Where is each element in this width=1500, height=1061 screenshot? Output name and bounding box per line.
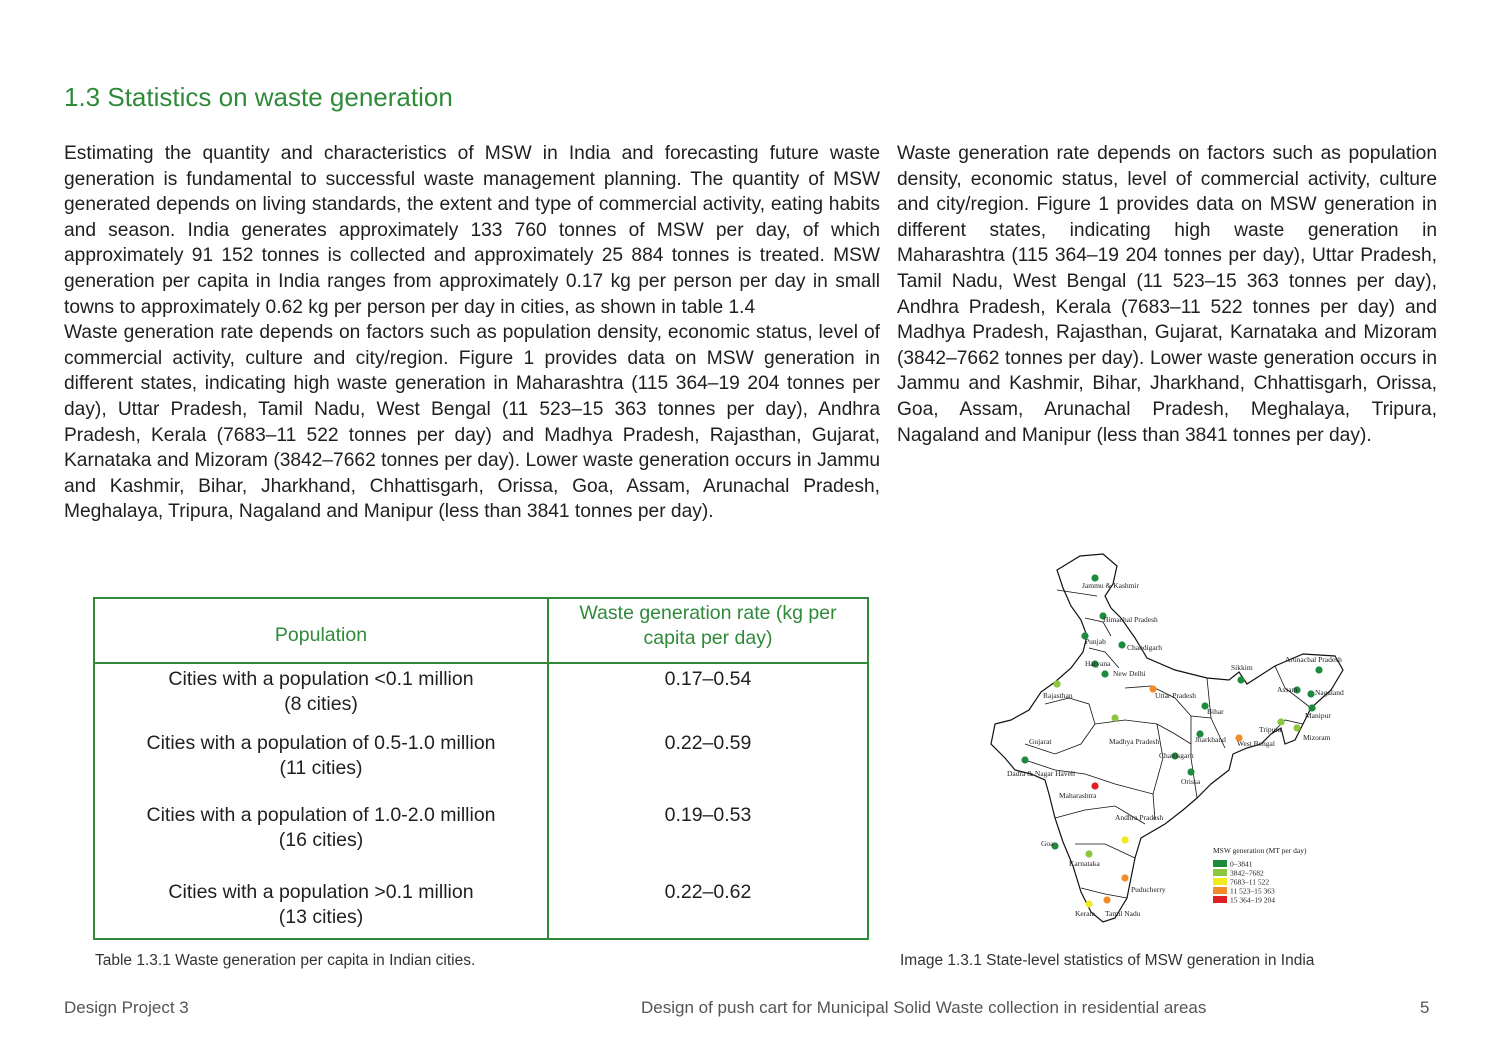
right-column	[897, 141, 1437, 448]
population-cell: Cities with a population of 1.0-2.0 million	[146, 804, 496, 826]
state-marker	[1085, 900, 1092, 907]
state-marker	[1053, 680, 1060, 687]
city-count-cell: (16 cities)	[278, 829, 364, 851]
state-label: Rajasthan	[1043, 691, 1073, 700]
state-label: Uttar Pradesh	[1155, 691, 1197, 700]
state-label: Dadra & Nagar Haveli	[1007, 769, 1076, 778]
state-label: Puducherry	[1131, 885, 1166, 894]
state-marker	[1187, 768, 1194, 775]
table-header-population: Population	[274, 624, 368, 646]
table-caption: Table 1.3.1 Waste generation per capita in Indian cities.	[95, 952, 476, 969]
state-label: Haryana	[1085, 659, 1111, 668]
legend-label: 15 364–19 204	[1230, 895, 1275, 905]
state-label: Arunachal Pradesh	[1285, 655, 1342, 664]
table-header-divider	[95, 662, 867, 664]
state-label: Assam	[1277, 685, 1298, 694]
legend-swatch	[1213, 887, 1227, 894]
rate-cell: 0.22–0.62	[664, 881, 752, 903]
state-marker	[1315, 666, 1322, 673]
state-marker	[1307, 690, 1314, 697]
state-label: Orissa	[1181, 777, 1201, 786]
rate-cell: 0.17–0.54	[664, 668, 752, 690]
state-label: Tripura	[1259, 725, 1282, 734]
table-header-rate: Waste generation rate (kg per capita per day)	[579, 602, 837, 649]
india-msw-map	[985, 548, 1355, 933]
state-marker	[1121, 836, 1128, 843]
right-paragraph: Waste generation rate depends on factors such as population density, economic status, level of commercial activity, culture and city/region. Figure 1 provides data on MSW generation in different states, indicating high waste generation in Maharashtra (115 364–19 204 tonnes per day), Uttar Pradesh, Tamil Nadu, West Bengal (11 523–15 363 tonnes per day), Andhra Pradesh, Kerala (7683–11 522 tonnes per day) and Madhya Pradesh, Rajasthan, Gujarat, Karnataka and Mizoram (3842–7662 tonnes per day). Lower waste generation occurs in Jammu and Kashmir, Bihar, Jharkhand, Chhattisgarh, Orissa, Goa, Assam, Arunachal Pradesh, Meghalaya, Tripura, Nagaland and Manipur (less than 3841 tonnes per day).	[897, 143, 1437, 446]
city-count-cell: (8 cities)	[284, 693, 358, 715]
state-marker	[1121, 874, 1128, 881]
legend-label: 3842–7682	[1230, 868, 1264, 878]
footer-title: Design of push cart for Municipal Solid Waste collection in residential areas	[641, 998, 1207, 1017]
state-label: Chandigarh	[1127, 643, 1162, 652]
state-label: Tamil Nadu	[1105, 909, 1141, 918]
state-marker	[1118, 641, 1125, 648]
state-marker	[1085, 850, 1092, 857]
left-column	[64, 141, 880, 525]
population-cell: Cities with a population of 0.5-1.0 million	[146, 732, 496, 754]
legend-title: MSW generation (MT per day)	[1213, 846, 1307, 855]
state-label: Sikkim	[1231, 663, 1253, 672]
city-count-cell: (13 cities)	[278, 906, 364, 928]
state-label: Himachal Pradesh	[1103, 615, 1158, 624]
state-marker	[1237, 676, 1244, 683]
state-label: Kerala	[1075, 909, 1095, 918]
state-label: Bihar	[1207, 707, 1224, 716]
state-label: New Delhi	[1113, 669, 1146, 678]
state-label: Maharashtra	[1059, 791, 1097, 800]
state-marker	[1101, 670, 1108, 677]
section-heading: 1.3 Statistics on waste generation	[64, 82, 453, 112]
city-count-cell: (11 cities)	[279, 757, 363, 779]
waste-rate-table	[93, 597, 869, 940]
population-cell: Cities with a population <0.1 million	[168, 668, 474, 690]
map-caption: Image 1.3.1 State-level statistics of MSW generation in India	[900, 952, 1315, 969]
left-paragraph-2: Waste generation rate depends on factors such as population density, economic status, level of commercial activity, culture and city/region. Figure 1 provides data on MSW generation in different states, indicating high waste generation in Maharashtra (115 364–19 204 tonnes per day), Uttar Pradesh, Tamil Nadu, West Bengal (11 523–15 363 tonnes per day), Andhra Pradesh, Kerala (7683–11 522 tonnes per day) and Madhya Pradesh, Rajasthan, Gujarat, Karnataka and Mizoram (3842–7662 tonnes per day). Lower waste generation occurs in Jammu and Kashmir, Bihar, Jharkhand, Chhattisgarh, Orissa, Goa, Assam, Arunachal Pradesh, Meghalaya, Tripura, Nagaland and Manipur (less than 3841 tonnes per day).	[64, 322, 880, 523]
page-number: 5	[1420, 998, 1430, 1017]
rate-cell: 0.19–0.53	[664, 804, 752, 826]
state-label: Mizoram	[1303, 733, 1331, 742]
state-marker	[1293, 724, 1300, 731]
state-label: Gujarat	[1029, 737, 1052, 746]
legend-swatch	[1213, 896, 1227, 903]
state-marker	[1103, 896, 1110, 903]
footer-left: Design Project 3	[64, 998, 189, 1017]
state-label: Jammu & Kashmir	[1082, 581, 1140, 590]
map-legend	[1213, 846, 1307, 905]
legend-swatch	[1213, 860, 1227, 867]
state-label: Andhra Pradesh	[1115, 813, 1164, 822]
state-label: Punjab	[1085, 637, 1106, 646]
state-label: Madhya Pradesh	[1109, 737, 1160, 746]
state-label: Nagaland	[1315, 688, 1344, 697]
legend-swatch	[1213, 878, 1227, 885]
legend-label: 11 523–15 363	[1230, 886, 1275, 896]
state-label: Chattisgarh	[1159, 751, 1194, 760]
population-cell: Cities with a population >0.1 million	[168, 881, 474, 903]
rate-cell: 0.22–0.59	[664, 732, 752, 754]
legend-label: 0–3841	[1230, 859, 1253, 869]
legend-swatch	[1213, 869, 1227, 876]
state-marker	[1111, 714, 1118, 721]
state-marker	[1021, 756, 1028, 763]
state-label: Jharkhand	[1195, 735, 1226, 744]
state-label: Manipur	[1305, 711, 1331, 720]
left-paragraph-1: Estimating the quantity and characteristics of MSW in India and forecasting future waste generation is fundamental to successful waste management planning. The quantity of MSW generated depends on living standards, the extent and type of commercial activity, eating habits and season. India generates approximately 133 760 tonnes of MSW per day, of which approximately 91 152 tonnes is collected and approximately 25 884 tonnes is treated. MSW generation per capita in India ranges from approximately 0.17 kg per person per day in small towns to approximately 0.62 kg per person per day in cities, as shown in table 1.4	[64, 143, 880, 318]
state-label: Goa	[1041, 839, 1054, 848]
state-label: Karnataka	[1069, 859, 1100, 868]
legend-label: 7683–11 522	[1230, 877, 1270, 887]
state-label: West Bengal	[1237, 739, 1275, 748]
state-marker	[1091, 782, 1098, 789]
